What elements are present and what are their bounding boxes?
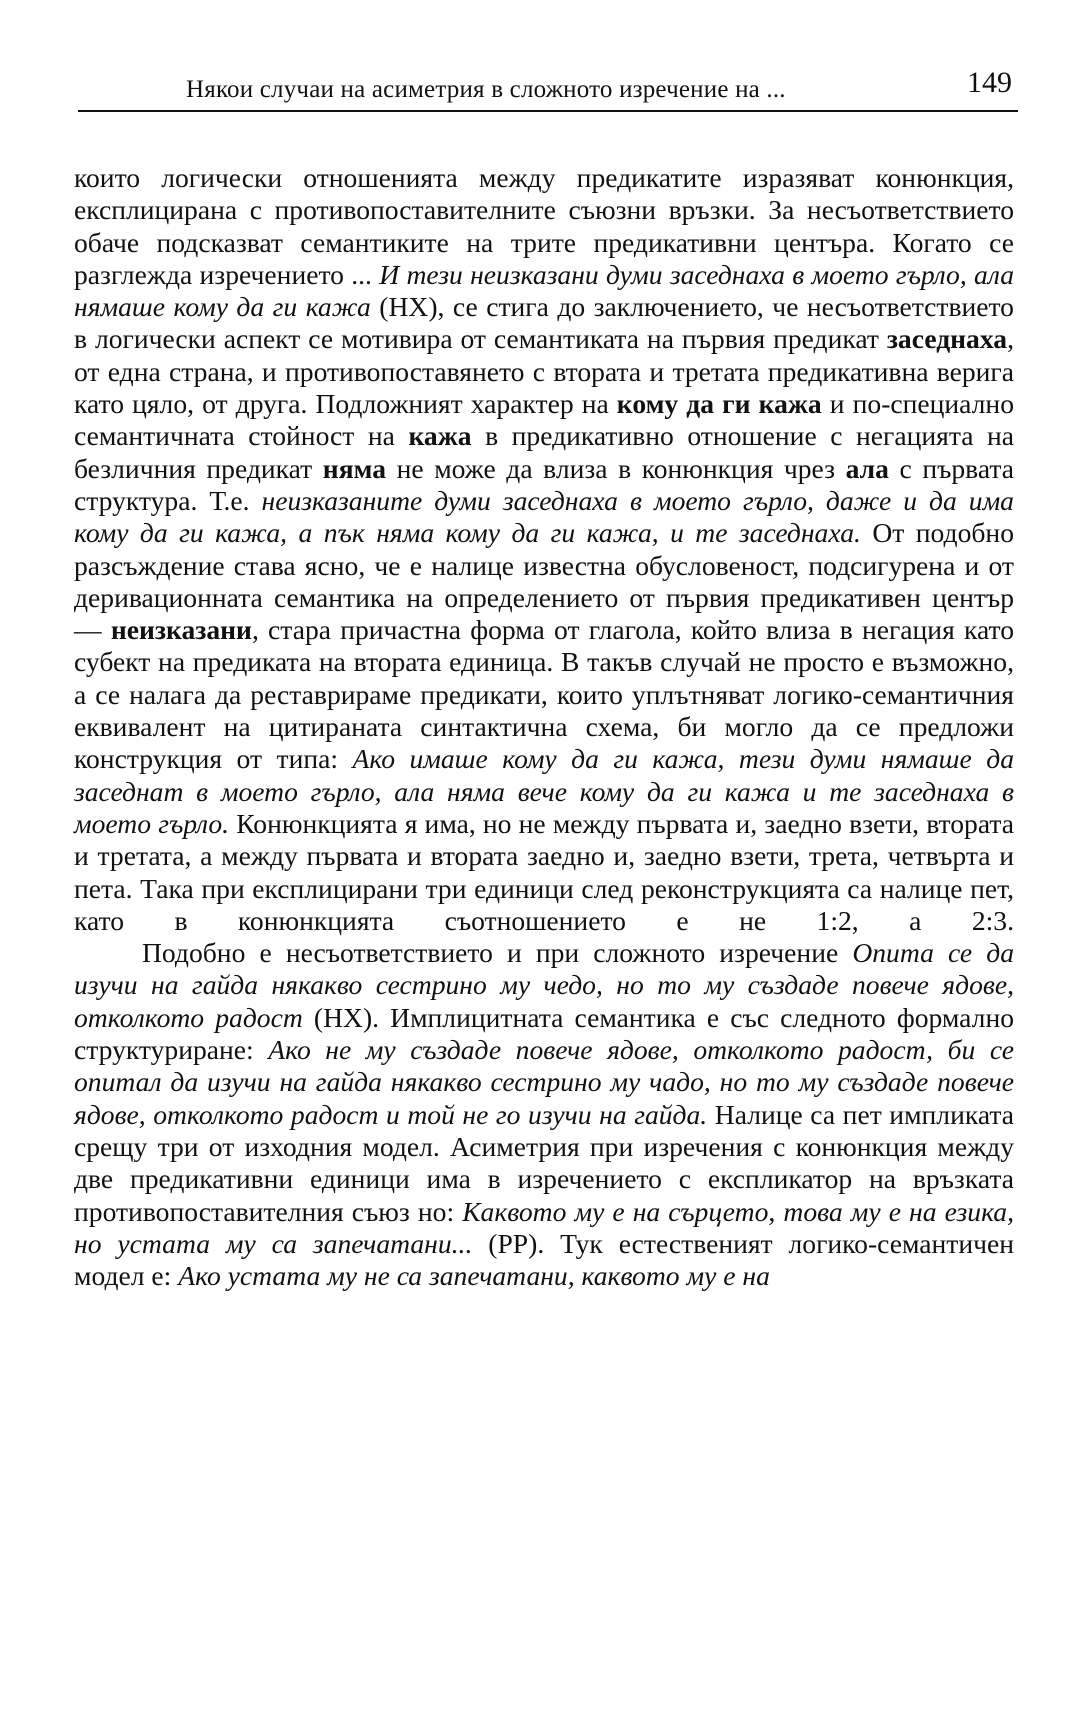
bold-text-run: ала [845, 452, 889, 484]
italic-text-run: Ако устата му не са запечатани, каквото му е на [178, 1260, 770, 1292]
text-run: Налице са пет импликата срещу три от изходния модел. Асиметрия при изречения с конюнкция между две предикативни единици има в изречението с експликатор на връзката противопоставителния съюз но: [74, 1098, 1015, 1227]
text-run: в предикативно отношение с негацията на безличния предикат [74, 420, 1015, 484]
paragraph [74, 937, 1014, 1292]
text-run: които логически отношенията между предикатите изразяват конюнкция, експлицирана с противопоставителните съюзни връзки. За несъответствието обаче подсказват семантиките на трите предикативни центъра. Когато се разглежда изречението ... [74, 162, 1014, 290]
page-number: 149 [967, 66, 1012, 99]
bold-text-run: кому да ги кажа [616, 388, 822, 420]
bold-text-run: кажа [408, 420, 472, 452]
running-title: Някои случаи на асиметрия в сложното изречение на ... [186, 76, 786, 103]
italic-text-run: Опита се да изучи на гайда някакво сестрино му чедо, но то му създаде повече ядове, отколкото радост [74, 937, 1014, 1033]
italic-text-run: неизказаните думи заседнаха в моето гърло, даже и да има кому да ги кажа, а пък няма кому да ги кажа, и те заседнаха. [74, 484, 1014, 549]
running-header [78, 60, 1018, 112]
text-run: (НХ). Имплицитната семантика е със следното формално структуриране: [74, 1001, 1015, 1066]
text-run: и по-специално семантичната стойност на [74, 388, 1014, 452]
bold-text-run: неизказани [110, 614, 252, 646]
text-run: От подобно разсъждение става ясно, че е налице известна обусловеност, подсигурена и от деривационната семантика на определението от първия предикативен център — [74, 517, 1014, 646]
text-run: (НХ), се стига до заключението, че несъответствието в логически аспект се мотивира от семантиката на първия предикат [74, 291, 1014, 355]
italic-text-run: Каквото му е на сърцето, това му е на езика, но устата му са запечатани... [74, 1195, 1014, 1259]
text-run: Конюнкцията я има, но не между първата и, заедно взети, втората и третата, а между първата и втората заедно и, заедно взети, трета, четвърта и пета. Така при експлицирани три единици след реконструкцията са налице пет, като в конюнкцията съотношението е не 1:2, а 2:3. [74, 807, 1014, 936]
text-run: , стара причастна форма от глагола, който влиза в негация като субект на предиката на втората единица. В такъв случай не просто е възможно, а се налага да реставрираме предикати, които уплътняват логико-семантичния еквивалент на цитираната синтактична схема, би могло да се предложи конструкция от типа: [74, 614, 1014, 775]
text-run: не може да влиза в конюнкция чрез [386, 452, 846, 484]
italic-text-run: Ако имаше кому да ги кажа, тези думи нямаше да заседнат в моето гърло, ала няма вече кому да ги кажа и те заседнаха в моето гърло. [74, 743, 1014, 839]
bold-text-run: заседнаха [886, 323, 1008, 355]
text-run: , от една страна, и противопоставянето с втората и третата предикативна верига като цяло, от друга. Подложният характер на [74, 323, 1014, 420]
text-run: (РР). Тук естественият логико-семантичен модел е: [74, 1227, 1014, 1292]
bold-text-run: няма [322, 452, 387, 484]
text-run: Подобно е несъответствието и при сложното изречение [142, 937, 853, 969]
italic-text-run: Ако не му създаде повече ядове, отколкото радост, би се опитал да изучи на гайда някакво сестрино му чадо, но то му създаде повече ядове, отколкото радост и той не го изучи на гайда. [74, 1034, 1014, 1130]
text-run: с първата структура. Т.е. [74, 452, 1014, 516]
italic-text-run: И тези неизказани думи заседнаха в моето гърло, ала нямаше кому да ги кажа [74, 258, 1014, 323]
body-text [74, 162, 1014, 1292]
paragraph [74, 162, 1014, 937]
